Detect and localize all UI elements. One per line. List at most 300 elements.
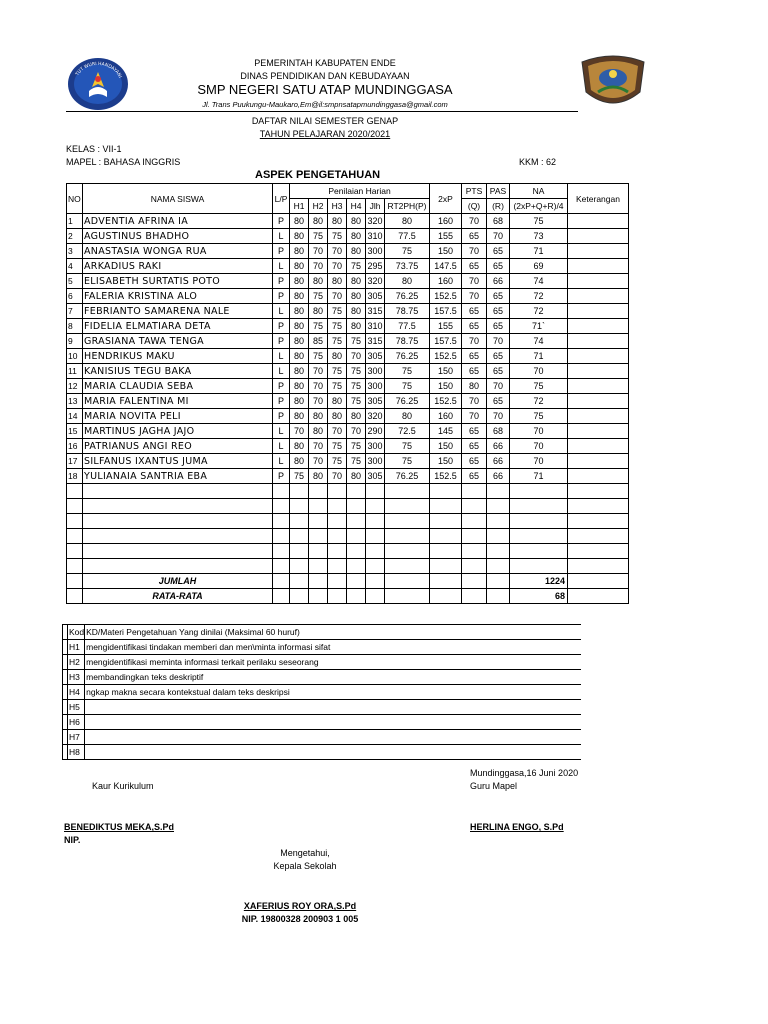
competency-text	[85, 700, 582, 715]
cell-no: 14	[67, 409, 83, 424]
cell-gender: L	[273, 364, 290, 379]
cell-h2: 85	[309, 334, 328, 349]
cell-h2: 80	[309, 424, 328, 439]
cell-h3: 75	[328, 379, 347, 394]
cell-h2: 75	[309, 319, 328, 334]
cell-h3: 70	[328, 259, 347, 274]
cell-jlh: 315	[366, 334, 385, 349]
cell-na: 75	[510, 409, 568, 424]
cell-remarks	[568, 304, 629, 319]
cell-h3: 75	[328, 364, 347, 379]
cell-gender: L	[273, 454, 290, 469]
cell-rt2ph: 77.5	[385, 319, 430, 334]
cell-2xp: 160	[430, 274, 462, 289]
header-rule	[66, 111, 578, 112]
competency-text: mengidentifikasi meminta informasi terkait perilaku seseorang	[85, 655, 582, 670]
cell-na: 70	[510, 454, 568, 469]
cell-pas: 65	[487, 289, 510, 304]
cell-na: 70	[510, 364, 568, 379]
col-pts: PTS	[462, 184, 487, 199]
cell-pts: 65	[462, 364, 487, 379]
empty-row	[67, 514, 629, 529]
cell-h4: 75	[347, 379, 366, 394]
table-row	[67, 259, 629, 274]
cell-pas: 70	[487, 334, 510, 349]
cell-pas: 70	[487, 409, 510, 424]
cell-2xp: 150	[430, 364, 462, 379]
table-row	[67, 319, 629, 334]
cell-na: 70	[510, 424, 568, 439]
cell-no: 1	[67, 214, 83, 229]
cell-no: 17	[67, 454, 83, 469]
cell-h3: 75	[328, 334, 347, 349]
cell-na: 75	[510, 379, 568, 394]
cell-remarks	[568, 439, 629, 454]
cell-gender: P	[273, 319, 290, 334]
cell-na: 75	[510, 214, 568, 229]
competency-text	[85, 715, 582, 730]
competency-code: H5	[68, 700, 85, 715]
cell-remarks	[568, 229, 629, 244]
cell-rt2ph: 75	[385, 244, 430, 259]
cell-h2: 80	[309, 469, 328, 484]
cell-name: MARTINUS JAGHA JAJO	[83, 424, 273, 439]
cell-h1: 75	[290, 469, 309, 484]
cell-jlh: 320	[366, 274, 385, 289]
cell-h3: 80	[328, 214, 347, 229]
cell-jlh: 305	[366, 469, 385, 484]
cell-pts: 70	[462, 214, 487, 229]
cell-gender: L	[273, 349, 290, 364]
document-title: DAFTAR NILAI SEMESTER GENAP	[251, 116, 399, 126]
col-jlh: Jlh	[366, 199, 385, 214]
cell-rt2ph: 77.5	[385, 229, 430, 244]
cell-name: ARKADIUS RAKI	[83, 259, 273, 274]
cell-jlh: 300	[366, 439, 385, 454]
cell-pts: 65	[462, 259, 487, 274]
cell-remarks	[568, 214, 629, 229]
cell-jlh: 300	[366, 364, 385, 379]
competency-code-header: Kod	[68, 625, 85, 640]
cell-2xp: 150	[430, 454, 462, 469]
cell-2xp: 152.5	[430, 289, 462, 304]
cell-pts: 65	[462, 454, 487, 469]
cell-h4: 75	[347, 439, 366, 454]
cell-gender: P	[273, 274, 290, 289]
cell-name: YULIANAIA SANTRIA EBA	[83, 469, 273, 484]
cell-h2: 70	[309, 364, 328, 379]
cell-pas: 65	[487, 319, 510, 334]
cell-na: 73	[510, 229, 568, 244]
cell-pts: 65	[462, 304, 487, 319]
cell-no: 2	[67, 229, 83, 244]
competency-row	[63, 700, 582, 715]
cell-h1: 80	[290, 379, 309, 394]
cell-remarks	[568, 244, 629, 259]
cell-rt2ph: 76.25	[385, 349, 430, 364]
cell-name: MARIA NOVITA PELI	[83, 409, 273, 424]
cell-no: 15	[67, 424, 83, 439]
competency-text: ngkap makna secara kontekstual dalam teks deskripsi	[85, 685, 582, 700]
curriculum-title: Kaur Kurikulum	[92, 781, 154, 791]
cell-pas: 70	[487, 229, 510, 244]
cell-name: ADVENTIA AFRINA IA	[83, 214, 273, 229]
cell-jlh: 295	[366, 259, 385, 274]
class-label: KELAS : VII-1	[66, 144, 122, 154]
cell-na: 71	[510, 349, 568, 364]
cell-pas: 65	[487, 244, 510, 259]
cell-2xp: 155	[430, 229, 462, 244]
cell-jlh: 290	[366, 424, 385, 439]
cell-h4: 80	[347, 229, 366, 244]
ministry-logo	[67, 57, 129, 111]
cell-gender: P	[273, 334, 290, 349]
cell-na: 71	[510, 244, 568, 259]
cell-no: 8	[67, 319, 83, 334]
table-row	[67, 214, 629, 229]
table-row	[67, 334, 629, 349]
col-pas: PAS	[487, 184, 510, 199]
cell-remarks	[568, 394, 629, 409]
cell-h3: 80	[328, 409, 347, 424]
cell-rt2ph: 75	[385, 379, 430, 394]
cell-h2: 80	[309, 214, 328, 229]
cell-pas: 66	[487, 274, 510, 289]
cell-h2: 75	[309, 349, 328, 364]
cell-name: AGUSTINUS BHADHO	[83, 229, 273, 244]
school-name: SMP NEGERI SATU ATAP MUNDINGGASA	[197, 82, 453, 97]
competency-row	[63, 670, 582, 685]
cell-rt2ph: 76.25	[385, 394, 430, 409]
cell-2xp: 160	[430, 409, 462, 424]
cell-rt2ph: 78.75	[385, 334, 430, 349]
col-pas-r: (R)	[487, 199, 510, 214]
cell-gender: L	[273, 424, 290, 439]
cell-2xp: 147.5	[430, 259, 462, 274]
cell-na: 69	[510, 259, 568, 274]
total-label: JUMLAH	[83, 574, 273, 589]
place-date: Mundinggasa,16 Juni 2020	[470, 768, 579, 778]
cell-h1: 80	[290, 244, 309, 259]
cell-2xp: 145	[430, 424, 462, 439]
cell-rt2ph: 75	[385, 364, 430, 379]
cell-h2: 70	[309, 454, 328, 469]
table-row	[67, 289, 629, 304]
cell-no: 11	[67, 364, 83, 379]
acknowledged-label: Mengetahui,	[280, 848, 330, 858]
cell-h1: 80	[290, 289, 309, 304]
cell-pts: 65	[462, 349, 487, 364]
cell-jlh: 315	[366, 304, 385, 319]
cell-jlh: 310	[366, 319, 385, 334]
cell-no: 7	[67, 304, 83, 319]
col-h2: H2	[309, 199, 328, 214]
total-value: 1224	[510, 574, 568, 589]
competency-row	[63, 745, 582, 760]
cell-h3: 70	[328, 244, 347, 259]
competency-row	[63, 715, 582, 730]
cell-pts: 70	[462, 394, 487, 409]
table-row	[67, 304, 629, 319]
table-row	[67, 379, 629, 394]
cell-h3: 75	[328, 229, 347, 244]
table-row	[67, 409, 629, 424]
cell-h1: 80	[290, 349, 309, 364]
cell-h4: 80	[347, 469, 366, 484]
cell-rt2ph: 75	[385, 454, 430, 469]
competency-row	[63, 730, 582, 745]
cell-h4: 70	[347, 349, 366, 364]
cell-h4: 75	[347, 454, 366, 469]
cell-name: FEBRIANTO SAMARENA NALE	[83, 304, 273, 319]
cell-pas: 65	[487, 394, 510, 409]
competency-header-row	[63, 625, 582, 640]
cell-2xp: 150	[430, 244, 462, 259]
empty-row	[67, 499, 629, 514]
cell-na: 72	[510, 394, 568, 409]
table-row	[67, 244, 629, 259]
cell-h4: 80	[347, 289, 366, 304]
table-row	[67, 349, 629, 364]
cell-jlh: 300	[366, 244, 385, 259]
cell-pts: 65	[462, 469, 487, 484]
cell-h1: 80	[290, 319, 309, 334]
cell-gender: P	[273, 409, 290, 424]
cell-remarks	[568, 379, 629, 394]
cell-h1: 80	[290, 304, 309, 319]
cell-pts: 65	[462, 229, 487, 244]
competency-text-header: KD/Materi Pengetahuan Yang dinilai (Maksimal 60 huruf)	[85, 625, 582, 640]
cell-h4: 70	[347, 424, 366, 439]
col-2xp: 2xP	[430, 184, 462, 214]
cell-gender: P	[273, 469, 290, 484]
cell-h4: 80	[347, 319, 366, 334]
cell-pas: 66	[487, 454, 510, 469]
cell-na: 71`	[510, 319, 568, 334]
cell-h2: 70	[309, 439, 328, 454]
curriculum-name: BENEDIKTUS MEKA,S.Pd	[64, 822, 175, 832]
cell-h3: 75	[328, 304, 347, 319]
cell-2xp: 150	[430, 379, 462, 394]
cell-h3: 80	[328, 394, 347, 409]
cell-h2: 70	[309, 379, 328, 394]
cell-gender: P	[273, 394, 290, 409]
competency-row	[63, 655, 582, 670]
cell-2xp: 160	[430, 214, 462, 229]
cell-h3: 75	[328, 319, 347, 334]
cell-rt2ph: 78.75	[385, 304, 430, 319]
cell-name: ANASTASIA WONGA RUA	[83, 244, 273, 259]
cell-h2: 75	[309, 229, 328, 244]
cell-na: 70	[510, 439, 568, 454]
cell-h3: 70	[328, 424, 347, 439]
competency-text	[85, 730, 582, 745]
cell-remarks	[568, 364, 629, 379]
cell-h1: 80	[290, 229, 309, 244]
cell-pas: 68	[487, 424, 510, 439]
cell-remarks	[568, 349, 629, 364]
cell-h2: 80	[309, 304, 328, 319]
cell-remarks	[568, 409, 629, 424]
cell-h3: 80	[328, 274, 347, 289]
kkm-label: KKM : 62	[519, 157, 557, 167]
cell-jlh: 305	[366, 289, 385, 304]
cell-gender: L	[273, 259, 290, 274]
cell-h4: 80	[347, 409, 366, 424]
cell-jlh: 310	[366, 229, 385, 244]
dept-line: DINAS PENDIDIKAN DAN KEBUDAYAAN	[240, 71, 410, 81]
cell-h1: 80	[290, 334, 309, 349]
cell-pas: 66	[487, 469, 510, 484]
cell-2xp: 155	[430, 319, 462, 334]
cell-h2: 70	[309, 394, 328, 409]
competency-text	[85, 745, 582, 760]
cell-no: 16	[67, 439, 83, 454]
cell-jlh: 305	[366, 394, 385, 409]
cell-h2: 75	[309, 289, 328, 304]
average-row	[67, 589, 629, 604]
cell-h3: 75	[328, 439, 347, 454]
cell-na: 74	[510, 334, 568, 349]
table-row	[67, 274, 629, 289]
cell-h2: 80	[309, 274, 328, 289]
cell-remarks	[568, 289, 629, 304]
cell-pas: 65	[487, 259, 510, 274]
cell-no: 3	[67, 244, 83, 259]
cell-h3: 70	[328, 469, 347, 484]
col-no: NO	[67, 184, 83, 214]
cell-h4: 80	[347, 244, 366, 259]
competency-code: H3	[68, 670, 85, 685]
teacher-title: Guru Mapel	[470, 781, 518, 791]
cell-h4: 75	[347, 334, 366, 349]
average-label: RATA-RATA	[83, 589, 273, 604]
cell-h3: 70	[328, 289, 347, 304]
cell-gender: L	[273, 229, 290, 244]
cell-jlh: 305	[366, 349, 385, 364]
cell-h1: 80	[290, 409, 309, 424]
cell-pas: 65	[487, 304, 510, 319]
cell-na: 74	[510, 274, 568, 289]
cell-remarks	[568, 274, 629, 289]
average-value: 68	[510, 589, 568, 604]
cell-pas: 65	[487, 364, 510, 379]
cell-rt2ph: 80	[385, 409, 430, 424]
cell-2xp: 157.5	[430, 304, 462, 319]
cell-pts: 70	[462, 409, 487, 424]
cell-h2: 70	[309, 259, 328, 274]
cell-na: 72	[510, 304, 568, 319]
section-title: ASPEK PENGETAHUAN	[255, 169, 381, 181]
cell-h1: 80	[290, 259, 309, 274]
cell-pas: 68	[487, 214, 510, 229]
teacher-name: HERLINA ENGO, S.Pd	[470, 822, 564, 832]
cell-h1: 70	[290, 424, 309, 439]
cell-h4: 75	[347, 364, 366, 379]
cell-pas: 70	[487, 379, 510, 394]
cell-2xp: 152.5	[430, 349, 462, 364]
cell-gender: P	[273, 289, 290, 304]
col-gender: L/P	[273, 184, 290, 214]
competency-code: H1	[68, 640, 85, 655]
competency-code: H2	[68, 655, 85, 670]
cell-remarks	[568, 424, 629, 439]
cell-no: 4	[67, 259, 83, 274]
empty-row	[67, 544, 629, 559]
cell-jlh: 320	[366, 214, 385, 229]
table-row	[67, 394, 629, 409]
empty-row	[67, 529, 629, 544]
cell-2xp: 152.5	[430, 469, 462, 484]
col-h3: H3	[328, 199, 347, 214]
cell-pts: 65	[462, 319, 487, 334]
cell-h4: 75	[347, 259, 366, 274]
table-row	[67, 454, 629, 469]
cell-gender: P	[273, 244, 290, 259]
cell-name: MARIA FALENTINA MI	[83, 394, 273, 409]
cell-h1: 80	[290, 274, 309, 289]
cell-name: FIDELIA ELMATIARA DETA	[83, 319, 273, 334]
table-row	[67, 364, 629, 379]
cell-no: 18	[67, 469, 83, 484]
gov-line: PEMERINTAH KABUPATEN ENDE	[254, 58, 396, 68]
cell-gender: P	[273, 214, 290, 229]
cell-name: MARIA CLAUDIA SEBA	[83, 379, 273, 394]
cell-name: FALERIA KRISTINA ALO	[83, 289, 273, 304]
col-rt2ph: RT2PH(P)	[385, 199, 430, 214]
competency-row	[63, 640, 582, 655]
table-row	[67, 424, 629, 439]
curriculum-nip: NIP.	[64, 835, 81, 845]
cell-na: 72	[510, 289, 568, 304]
cell-rt2ph: 73.75	[385, 259, 430, 274]
cell-h4: 80	[347, 214, 366, 229]
cell-remarks	[568, 319, 629, 334]
cell-no: 9	[67, 334, 83, 349]
cell-remarks	[568, 334, 629, 349]
cell-jlh: 320	[366, 409, 385, 424]
cell-no: 13	[67, 394, 83, 409]
cell-remarks	[568, 469, 629, 484]
regency-crest	[578, 52, 648, 112]
table-row	[67, 469, 629, 484]
col-name: NAMA SISWA	[83, 184, 273, 214]
table-row	[67, 439, 629, 454]
cell-pts: 70	[462, 334, 487, 349]
cell-jlh: 300	[366, 379, 385, 394]
cell-pts: 70	[462, 274, 487, 289]
cell-h1: 80	[290, 364, 309, 379]
cell-name: ELISABETH SURTATIS POTO	[83, 274, 273, 289]
cell-jlh: 300	[366, 454, 385, 469]
cell-na: 71	[510, 469, 568, 484]
cell-pas: 65	[487, 349, 510, 364]
cell-pts: 80	[462, 379, 487, 394]
col-h1: H1	[290, 199, 309, 214]
cell-gender: L	[273, 439, 290, 454]
cell-h2: 70	[309, 244, 328, 259]
col-pts-q: (Q)	[462, 199, 487, 214]
col-na-formula: (2xP+Q+R)/4	[510, 199, 568, 214]
cell-h1: 80	[290, 439, 309, 454]
cell-gender: P	[273, 379, 290, 394]
subject-label: MAPEL : BAHASA INGGRIS	[66, 157, 181, 167]
competency-code: H8	[68, 745, 85, 760]
competency-row	[63, 685, 582, 700]
col-na: NA	[510, 184, 568, 199]
cell-rt2ph: 76.25	[385, 469, 430, 484]
cell-2xp: 157.5	[430, 334, 462, 349]
